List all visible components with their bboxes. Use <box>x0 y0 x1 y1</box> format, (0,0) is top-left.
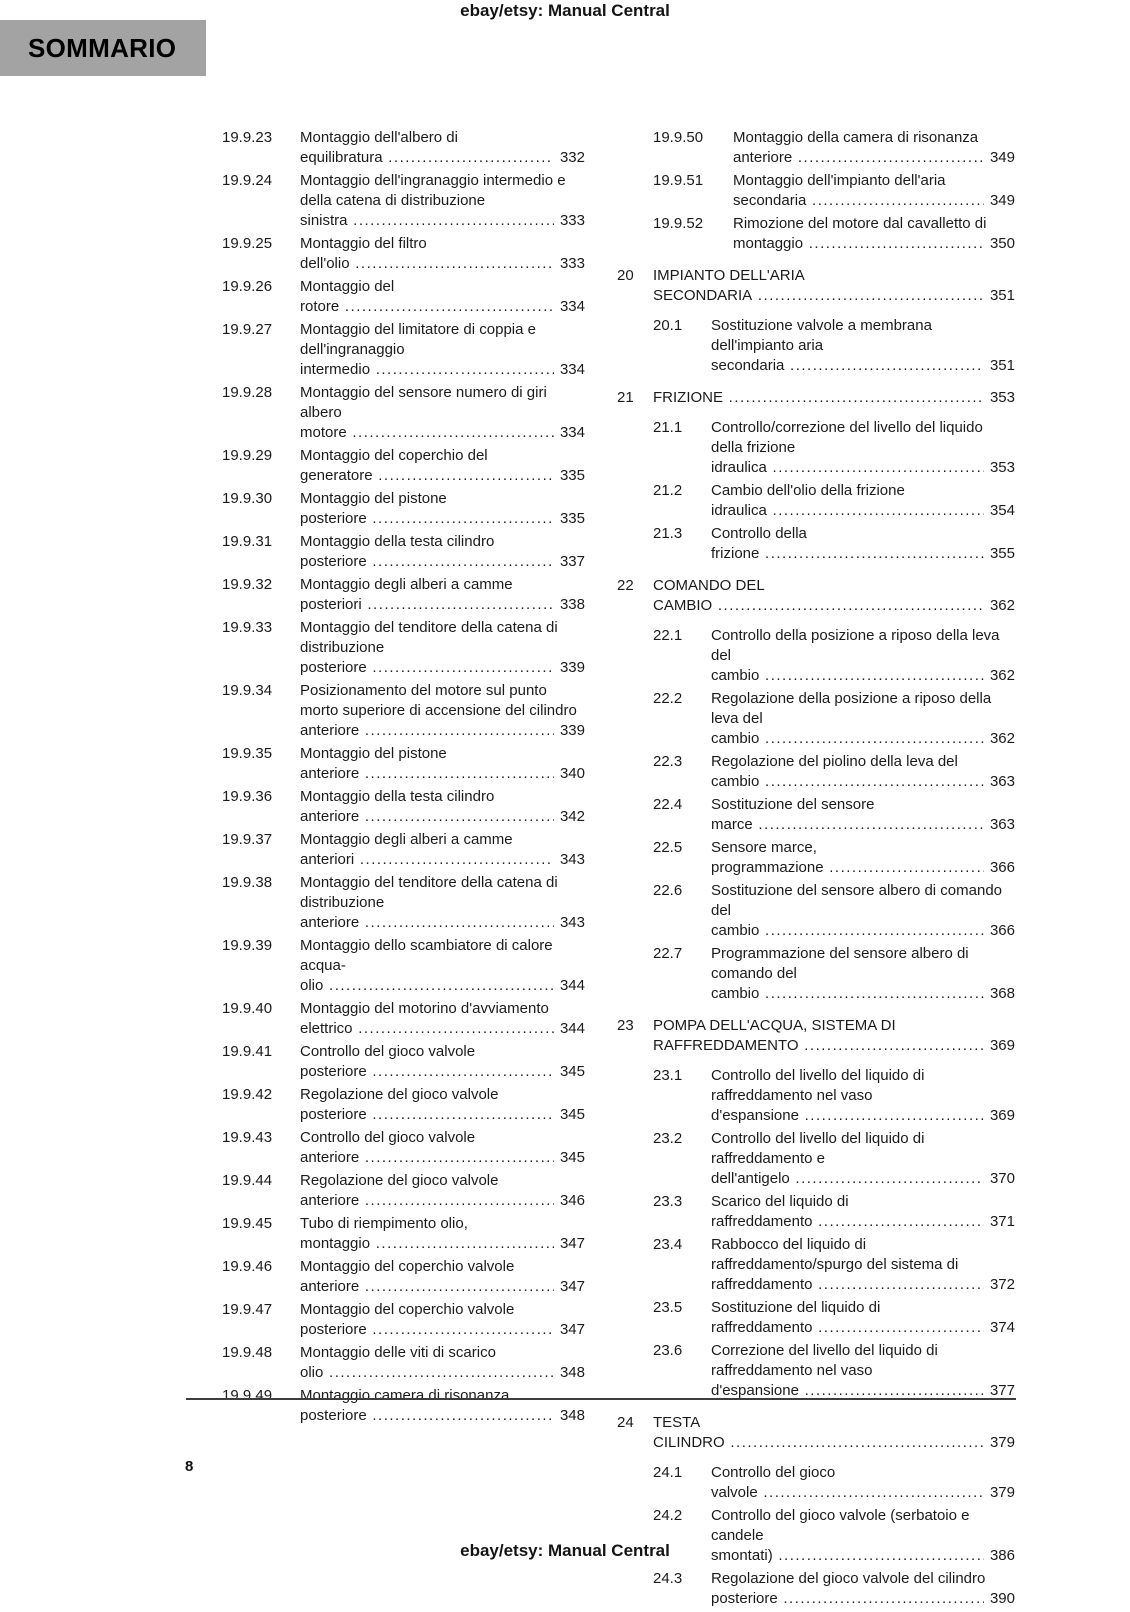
toc-entry-number: 24.1 <box>653 1464 683 1481</box>
toc-entry-body <box>300 1128 585 1168</box>
toc-entry-number: 19.9.37 <box>222 831 273 848</box>
toc-entry-number: 22.6 <box>653 882 683 899</box>
toc-entry-body <box>733 214 1015 254</box>
toc-entry-page: 334 <box>554 297 585 317</box>
toc-entry-number: 23 <box>617 1017 634 1034</box>
toc-entry-body <box>300 936 585 996</box>
toc-entry <box>617 1066 1015 1126</box>
toc-entry-number: 21.1 <box>653 419 683 436</box>
toc-entry-title: Controllo della posizione a riposo della leva del cambio ..... <box>711 627 1015 684</box>
toc-entry-number: 19.9.43 <box>222 1129 273 1146</box>
toc-entry-body <box>300 320 585 380</box>
toc-entry-number: 19.9.36 <box>222 788 273 805</box>
toc-entry-page: 369 <box>984 1106 1015 1126</box>
toc-entry-page: 353 <box>984 388 1015 408</box>
toc-entry <box>617 752 1015 792</box>
toc-entry <box>617 1569 1015 1609</box>
toc-entry-page: 372 <box>984 1275 1015 1295</box>
toc-entry-body <box>300 787 585 827</box>
toc-entry-page: 349 <box>984 191 1015 211</box>
toc-entry-number: 24.3 <box>653 1570 683 1587</box>
toc-entry <box>222 171 585 231</box>
toc-entry <box>617 1016 1015 1056</box>
toc-entry <box>617 1341 1015 1401</box>
toc-entry <box>617 1298 1015 1338</box>
toc-entry-title: IMPIANTO DELL'ARIA SECONDARIA ..... <box>653 267 1015 304</box>
toc-entry-page: 347 <box>554 1320 585 1340</box>
toc-entry <box>222 1128 585 1168</box>
toc-entry-body <box>711 1569 1015 1609</box>
toc-entry-number: 22.3 <box>653 753 683 770</box>
toc-entry-title: Montaggio del filtro dell'olio ..... <box>300 235 585 272</box>
toc-entry <box>222 1257 585 1297</box>
toc-entry <box>222 234 585 274</box>
toc-entry-title: Tubo di riempimento olio, montaggio ..... <box>300 1215 585 1252</box>
toc-entry-title: Montaggio del coperchio valvole anteriore ..... <box>300 1258 585 1295</box>
toc-entry-title: Montaggio della testa cilindro anteriore ..... <box>300 788 585 825</box>
toc-entry-page: 362 <box>984 729 1015 749</box>
toc-right-column <box>617 128 1015 1612</box>
toc-entry-page: 335 <box>554 466 585 486</box>
toc-entry-body <box>733 128 1015 168</box>
toc-entry-body <box>711 481 1015 521</box>
toc-entry-body <box>653 266 1015 306</box>
toc-entry-body <box>300 873 585 933</box>
toc-entry-page: 342 <box>554 807 585 827</box>
toc-entry-number: 21 <box>617 389 634 406</box>
toc-entry-title: Regolazione della posizione a riposo della leva del cambio ..... <box>711 690 1015 747</box>
toc-entry <box>617 1129 1015 1189</box>
toc-entry-page: 334 <box>554 360 585 380</box>
toc-entry-body <box>711 316 1015 376</box>
toc-entry-title: Sensore marce, programmazione ..... <box>711 839 1015 876</box>
toc-entry-number: 19.9.29 <box>222 447 273 464</box>
toc-entry-title: Controllo della frizione ..... <box>711 525 1015 562</box>
toc-entry <box>222 999 585 1039</box>
toc-entry <box>222 320 585 380</box>
toc-entry-body <box>300 532 585 572</box>
toc-entry-body <box>300 446 585 486</box>
toc-entry-number: 23.3 <box>653 1193 683 1210</box>
toc-entry-body <box>653 388 1015 408</box>
toc-entry-title: Controllo del gioco valvole ..... <box>711 1464 1015 1501</box>
toc-entry <box>222 873 585 933</box>
toc-entry <box>617 524 1015 564</box>
toc-entry-title: TESTA CILINDRO ..... <box>653 1414 1015 1451</box>
toc-entry-page: 347 <box>554 1277 585 1297</box>
toc-entry-body <box>711 881 1015 941</box>
toc-entry-page: 339 <box>554 658 585 678</box>
toc-entry-title: Montaggio degli alberi a camme posteriori ..... <box>300 576 585 613</box>
toc-entry <box>222 1343 585 1383</box>
toc-entry-title: Montaggio del tenditore della catena di distribuzione posteriore ..... <box>300 619 585 676</box>
toc-entry-number: 22.1 <box>653 627 683 644</box>
toc-entry-body <box>711 1066 1015 1126</box>
toc-entry-title: Montaggio dello scambiatore di calore acqua-olio ..... <box>300 937 585 994</box>
toc-entry <box>617 881 1015 941</box>
toc-entry-number: 23.1 <box>653 1067 683 1084</box>
toc-entry-title: Montaggio del pistone posteriore ..... <box>300 490 585 527</box>
toc-entry-number: 19.9.51 <box>653 172 704 189</box>
toc-entry-body <box>653 1016 1015 1056</box>
toc-entry <box>617 795 1015 835</box>
toc-entry-number: 19.9.30 <box>222 490 273 507</box>
toc-entry-page: 344 <box>554 976 585 996</box>
toc-entry <box>617 1235 1015 1295</box>
toc-entry <box>222 830 585 870</box>
toc-entry-title: Controllo del gioco valvole (serbatoio e candele smontati) ..... <box>711 1507 1015 1564</box>
toc-entry-body <box>653 576 1015 616</box>
toc-entry-title: Montaggio del coperchio valvole posteriore ..... <box>300 1301 585 1338</box>
toc-entry-page: 350 <box>984 234 1015 254</box>
page-header-title: ebay/etsy: Manual Central <box>460 1 670 20</box>
toc-entry <box>222 532 585 572</box>
toc-entry-page: 351 <box>984 356 1015 376</box>
toc-entry-body <box>711 1463 1015 1503</box>
toc-entry-body <box>300 1042 585 1082</box>
toc-entry-number: 22.2 <box>653 690 683 707</box>
toc-entry <box>222 277 585 317</box>
toc-entry-page: 349 <box>984 148 1015 168</box>
toc-entry-title: Regolazione del gioco valvole del cilindro posteriore ..... <box>711 1570 1015 1607</box>
toc-entry-number: 19.9.50 <box>653 129 704 146</box>
footer-divider <box>186 1398 1016 1400</box>
toc-entry-body <box>300 830 585 870</box>
toc-entry <box>617 626 1015 686</box>
toc-entry-title: Montaggio delle viti di scarico olio ..... <box>300 1344 585 1381</box>
toc-entry-number: 19.9.27 <box>222 321 273 338</box>
toc-entry-number: 19.9.46 <box>222 1258 273 1275</box>
toc-entry-title: Montaggio della camera di risonanza anteriore ..... <box>733 129 1015 166</box>
toc-entry-number: 23.2 <box>653 1130 683 1147</box>
toc-entry <box>222 618 585 678</box>
toc-entry-title: Montaggio dell'impianto dell'aria secondaria ..... <box>733 172 1015 209</box>
toc-entry-number: 19.9.42 <box>222 1086 273 1103</box>
toc-entry-body <box>300 383 585 443</box>
toc-entry-number: 19.9.24 <box>222 172 273 189</box>
toc-entry <box>222 446 585 486</box>
toc-entry-number: 19.9.28 <box>222 384 273 401</box>
toc-entry <box>222 787 585 827</box>
toc-entry-page: 368 <box>984 984 1015 1004</box>
toc-left-column <box>222 128 585 1429</box>
toc-entry-body <box>711 689 1015 749</box>
toc-entry <box>617 418 1015 478</box>
toc-entry-number: 19.9.48 <box>222 1344 273 1361</box>
toc-entry-body <box>300 575 585 615</box>
toc-entry-body <box>711 1129 1015 1189</box>
toc-entry-body <box>300 681 585 741</box>
toc-entry-page: 333 <box>554 211 585 231</box>
toc-entry-title: Cambio dell'olio della frizione idraulica ..... <box>711 482 1015 519</box>
toc-entry-body <box>300 1343 585 1383</box>
toc-entry-title: Sostituzione del sensore marce ..... <box>711 796 1015 833</box>
toc-entry <box>617 481 1015 521</box>
toc-entry-body <box>300 277 585 317</box>
toc-entry-page: 340 <box>554 764 585 784</box>
toc-entry <box>222 383 585 443</box>
toc-entry-body <box>711 1235 1015 1295</box>
toc-entry-page: 347 <box>554 1234 585 1254</box>
toc-entry-title: Controllo/correzione del livello del liquido della frizione idraulica ..... <box>711 419 1015 476</box>
toc-entry-page: 379 <box>984 1483 1015 1503</box>
toc-entry-page: 363 <box>984 772 1015 792</box>
toc-entry-page: 370 <box>984 1169 1015 1189</box>
toc-entry-title: Regolazione del gioco valvole anteriore ..... <box>300 1172 585 1209</box>
toc-entry-title: Controllo del livello del liquido di raffreddamento e dell'antigelo ..... <box>711 1130 1015 1187</box>
toc-entry-title: Scarico del liquido di raffreddamento ..... <box>711 1193 1015 1230</box>
toc-entry <box>222 681 585 741</box>
toc-entry <box>617 1192 1015 1232</box>
toc-entry <box>617 1463 1015 1503</box>
toc-entry-page: 332 <box>554 148 585 168</box>
toc-entry-number: 23.4 <box>653 1236 683 1253</box>
toc-entry-body <box>300 1257 585 1297</box>
toc-entry-page: 335 <box>554 509 585 529</box>
toc-entry-body <box>300 171 585 231</box>
toc-entry-body <box>711 626 1015 686</box>
toc-entry-title: COMANDO DEL CAMBIO ..... <box>653 577 1015 614</box>
toc-entry <box>222 1171 585 1211</box>
toc-entry-title: Montaggio della testa cilindro posteriore ..... <box>300 533 585 570</box>
toc-entry-title: Regolazione del gioco valvole posteriore ..... <box>300 1086 585 1123</box>
toc-entry-page: 343 <box>554 850 585 870</box>
toc-entry <box>222 128 585 168</box>
toc-entry <box>617 388 1015 408</box>
toc-entry-page: 345 <box>554 1148 585 1168</box>
toc-entry-title: Sostituzione valvole a membrana dell'impianto aria secondaria ..... <box>711 317 1015 374</box>
toc-entry-body <box>300 999 585 1039</box>
toc-entry-body <box>711 418 1015 478</box>
toc-entry-body <box>711 1192 1015 1232</box>
toc-entry-body <box>300 128 585 168</box>
toc-entry-page: 355 <box>984 544 1015 564</box>
toc-entry-number: 22 <box>617 577 634 594</box>
toc-entry-body <box>300 744 585 784</box>
toc-entry-title: Sostituzione del liquido di raffreddamento ..... <box>711 1299 1015 1336</box>
toc-entry-number: 23.5 <box>653 1299 683 1316</box>
toc-entry-body <box>711 752 1015 792</box>
toc-entry-page: 369 <box>984 1036 1015 1056</box>
toc-entry <box>617 689 1015 749</box>
toc-entry-page: 354 <box>984 501 1015 521</box>
toc-entry-number: 19.9.26 <box>222 278 273 295</box>
toc-entry-number: 19.9.49 <box>222 1387 273 1404</box>
toc-entry-body <box>300 1300 585 1340</box>
toc-entry-title: Posizionamento del motore sul punto morto superiore di accensione del cilindro anteriore ..... <box>300 682 585 739</box>
page-number: 8 <box>185 1458 194 1475</box>
toc-entry-page: 371 <box>984 1212 1015 1232</box>
toc-entry-page: 348 <box>554 1406 585 1426</box>
toc-entry-title: Montaggio degli alberi a camme anteriori ..... <box>300 831 585 868</box>
toc-entry-body <box>300 1171 585 1211</box>
sommario-tab <box>0 20 206 76</box>
toc-entry-page: 343 <box>554 913 585 933</box>
toc-entry <box>222 1214 585 1254</box>
toc-entry-page: 366 <box>984 858 1015 878</box>
toc-entry-page: 366 <box>984 921 1015 941</box>
toc-entry-title: Correzione del livello del liquido di raffreddamento nel vaso d'espansione ..... <box>711 1342 1015 1399</box>
toc-entry-number: 19.9.25 <box>222 235 273 252</box>
toc-entry-title: Sostituzione del sensore albero di comando del cambio ..... <box>711 882 1015 939</box>
toc-entry-page: 363 <box>984 815 1015 835</box>
toc-entry-number: 19.9.45 <box>222 1215 273 1232</box>
toc-entry-body <box>733 171 1015 211</box>
toc-entry-number: 19.9.41 <box>222 1043 273 1060</box>
toc-entry-number: 19.9.52 <box>653 215 704 232</box>
toc-entry-number: 19.9.38 <box>222 874 273 891</box>
toc-entry-body <box>711 524 1015 564</box>
toc-entry-number: 19.9.32 <box>222 576 273 593</box>
toc-entry-body <box>711 795 1015 835</box>
toc-entry <box>617 838 1015 878</box>
toc-entry-number: 21.3 <box>653 525 683 542</box>
toc-entry-page: 333 <box>554 254 585 274</box>
toc-entry-page: 351 <box>984 286 1015 306</box>
toc-entry-body <box>300 1386 585 1426</box>
sommario-label: SOMMARIO <box>28 32 177 63</box>
toc-entry-number: 21.2 <box>653 482 683 499</box>
toc-entry-page: 334 <box>554 423 585 443</box>
toc-entry-page: 353 <box>984 458 1015 478</box>
toc-entry-body <box>711 1341 1015 1401</box>
toc-entry-title: Montaggio dell'ingranaggio intermedio e della catena di distribuzione sinistra ..... <box>300 172 585 229</box>
toc-entry <box>222 1042 585 1082</box>
toc-entry-title: Regolazione del piolino della leva del cambio ..... <box>711 753 1015 790</box>
toc-entry-title: Montaggio del pistone anteriore ..... <box>300 745 585 782</box>
toc-entry-title: Montaggio dell'albero di equilibratura ..... <box>300 129 585 166</box>
toc-entry-number: 22.5 <box>653 839 683 856</box>
toc-entry-title: Montaggio del coperchio del generatore ..... <box>300 447 585 484</box>
toc-entry-body <box>300 1214 585 1254</box>
toc-entry <box>222 936 585 996</box>
toc-entry-page: 362 <box>984 666 1015 686</box>
toc-entry-title: Rabbocco del liquido di raffreddamento/spurgo del sistema di raffreddamento ..... <box>711 1236 1015 1293</box>
toc-entry-page: 348 <box>554 1363 585 1383</box>
toc-entry-number: 19.9.44 <box>222 1172 273 1189</box>
toc-entry-title: Controllo del gioco valvole posteriore ..... <box>300 1043 585 1080</box>
toc-entry-number: 19.9.34 <box>222 682 273 699</box>
toc-entry-number: 19.9.40 <box>222 1000 273 1017</box>
toc-entry-number: 20 <box>617 267 634 284</box>
toc-entry <box>617 944 1015 1004</box>
toc-entry-title: Montaggio del limitatore di coppia e dell'ingranaggio intermedio ..... <box>300 321 585 378</box>
toc-entry <box>617 266 1015 306</box>
toc-entry-body <box>300 489 585 529</box>
toc-entry-number: 19.9.23 <box>222 129 273 146</box>
page-footer-title: ebay/etsy: Manual Central <box>460 1541 670 1560</box>
toc-entry <box>617 128 1015 168</box>
toc-entry-title: Rimozione del motore dal cavalletto di montaggio ..... <box>733 215 1015 252</box>
toc-entry <box>617 576 1015 616</box>
toc-entry-page: 337 <box>554 552 585 572</box>
toc-entry-body <box>711 1298 1015 1338</box>
toc-entry-title: Montaggio del motorino d'avviamento elettrico ..... <box>300 1000 585 1037</box>
toc-entry-number: 23.6 <box>653 1342 683 1359</box>
toc-entry-number: 19.9.31 <box>222 533 273 550</box>
toc-entry <box>617 171 1015 211</box>
toc-entry <box>222 1085 585 1125</box>
toc-entry <box>222 1300 585 1340</box>
toc-entry-page: 345 <box>554 1062 585 1082</box>
toc-entry-title: Montaggio del sensore numero di giri albero motore ..... <box>300 384 585 441</box>
toc-entry-page: 339 <box>554 721 585 741</box>
toc-entry-page: 374 <box>984 1318 1015 1338</box>
toc-entry-title: FRIZIONE ..... <box>653 389 1015 406</box>
toc-entry-page: 390 <box>984 1589 1015 1609</box>
toc-entry-title: POMPA DELL'ACQUA, SISTEMA DI RAFFREDDAMENTO ..... <box>653 1017 1015 1054</box>
toc-entry-title: Controllo del gioco valvole anteriore ..... <box>300 1129 585 1166</box>
toc-entry-title: Montaggio del tenditore della catena di distribuzione anteriore ..... <box>300 874 585 931</box>
toc-entry <box>222 1386 585 1426</box>
toc-entry-page: 362 <box>984 596 1015 616</box>
toc-entry-body <box>300 1085 585 1125</box>
toc-entry-title: Montaggio camera di risonanza posteriore ..... <box>300 1387 585 1424</box>
toc-entry <box>617 316 1015 376</box>
toc-entry <box>222 575 585 615</box>
toc-entry-number: 19.9.33 <box>222 619 273 636</box>
toc-entry <box>617 214 1015 254</box>
toc-entry <box>222 744 585 784</box>
toc-entry-body <box>711 944 1015 1004</box>
toc-entry-page: 346 <box>554 1191 585 1211</box>
toc-entry-body <box>653 1413 1015 1453</box>
toc-entry-page: 344 <box>554 1019 585 1039</box>
toc-entry <box>617 1413 1015 1453</box>
toc-entry-page: 345 <box>554 1105 585 1125</box>
toc-entry-title: Controllo del livello del liquido di raffreddamento nel vaso d'espansione ..... <box>711 1067 1015 1124</box>
toc-entry-number: 19.9.35 <box>222 745 273 762</box>
toc-entry-page: 379 <box>984 1433 1015 1453</box>
toc-entry-body <box>300 618 585 678</box>
toc-entry-number: 22.4 <box>653 796 683 813</box>
toc-entry-page: 386 <box>984 1546 1015 1566</box>
toc-entry-number: 19.9.47 <box>222 1301 273 1318</box>
toc-entry-title: Montaggio del rotore ..... <box>300 278 585 315</box>
toc-entry-body <box>711 838 1015 878</box>
toc-entry-number: 24 <box>617 1414 634 1431</box>
toc-entry-body <box>300 234 585 274</box>
toc-entry-number: 20.1 <box>653 317 683 334</box>
toc-entry-number: 24.2 <box>653 1507 683 1524</box>
toc-entry-page: 338 <box>554 595 585 615</box>
toc-entry-number: 19.9.39 <box>222 937 273 954</box>
toc-entry-page: 377 <box>984 1381 1015 1401</box>
toc-entry <box>222 489 585 529</box>
toc-entry-number: 22.7 <box>653 945 683 962</box>
toc-entry-title: Programmazione del sensore albero di comando del cambio ..... <box>711 945 1015 1002</box>
